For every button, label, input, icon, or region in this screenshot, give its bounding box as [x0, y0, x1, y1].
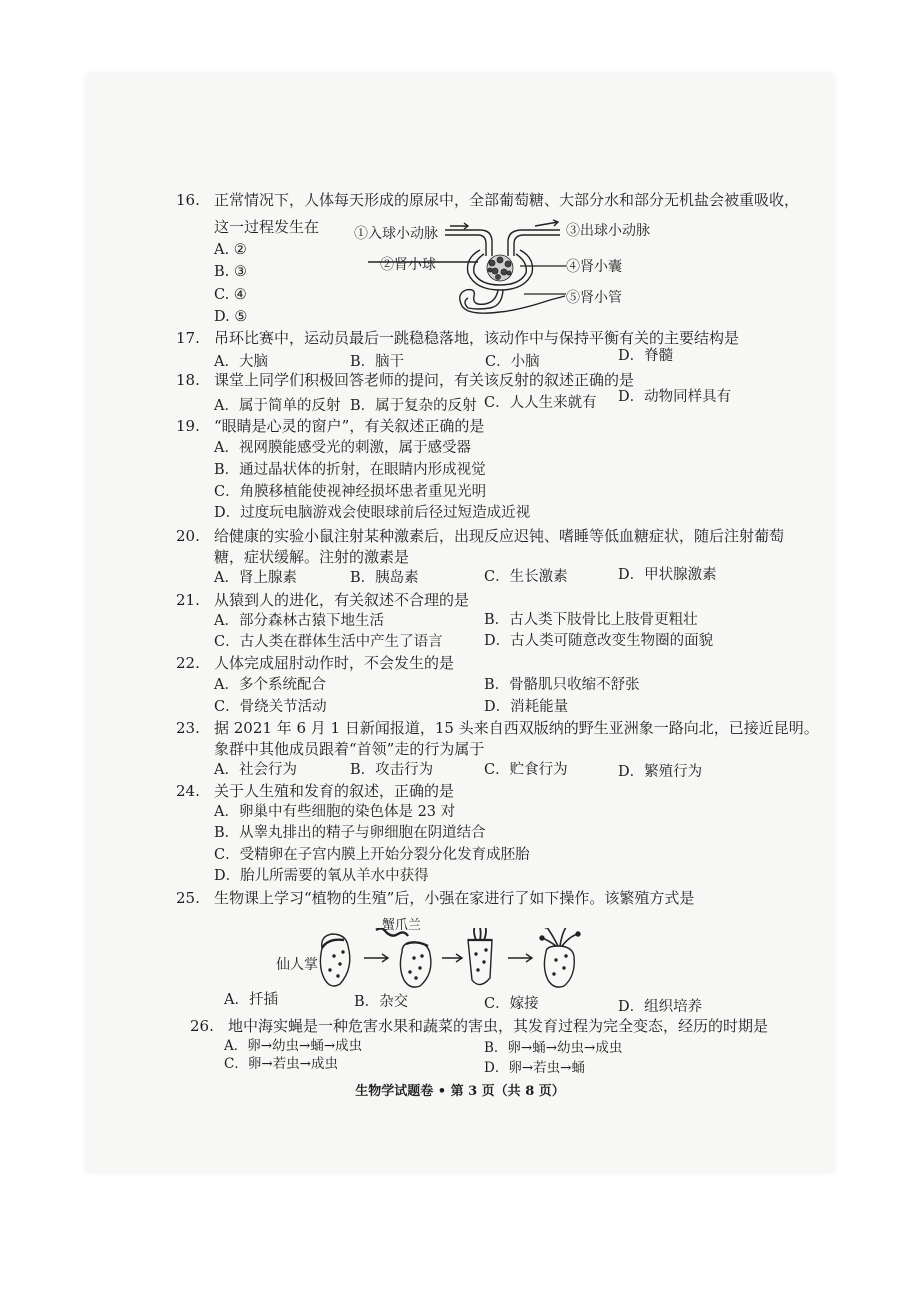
option-c: C．卵→若虫→成虫 — [224, 1056, 338, 1072]
question-number: 22. — [176, 654, 200, 672]
grafting-diagram — [310, 928, 610, 994]
question-16 — [176, 190, 799, 210]
question-text-line2: 象群中其他成员跟着“首领”走的行为属于 — [214, 740, 485, 758]
option-b: B．通过晶状体的折射，在眼睛内形成视觉 — [214, 462, 486, 478]
question-number: 20. — [176, 527, 200, 545]
label-bowman-capsule: ④肾小囊 — [566, 259, 622, 275]
option-c: C．人人生来就有 — [484, 395, 597, 411]
arrow-icon — [508, 954, 532, 962]
option-a: A．视网膜能感受光的刺激，属于感受器 — [214, 440, 471, 456]
option-c: C．角膜移植能使视神经损坏患者重见光明 — [214, 484, 487, 500]
question-21 — [176, 590, 469, 610]
question-text: 给健康的实验小鼠注射某种激素后，出现反应迟钝、嗜睡等低血糖症状，随后注射葡萄 — [214, 527, 785, 545]
option-a: A．肾上腺素 — [214, 570, 297, 586]
option-b: B．属于复杂的反射 — [350, 398, 477, 414]
question-number: 16. — [176, 191, 200, 209]
option-a: A．卵巢中有些细胞的染色体是 23 对 — [214, 804, 456, 820]
arrow-icon — [535, 220, 558, 226]
question-text: 据 2021 年 6 月 1 日新闻报道，15 头来自西双版纳的野生亚洲象一路向北，已接近昆明。 — [214, 719, 819, 737]
question-text-line2: 糖，症状缓解。注射的激素是 — [214, 548, 410, 566]
label-crab-cactus: 蟹爪兰 — [382, 918, 422, 933]
question-19 — [176, 416, 484, 436]
afferent-arteriole — [445, 230, 492, 256]
question-text: 从猿到人的进化，有关叙述不合理的是 — [214, 591, 470, 609]
option-b: B．胰岛素 — [350, 570, 419, 586]
question-18 — [176, 370, 634, 390]
option-b: B．攻击行为 — [350, 762, 434, 778]
question-text: 课堂上同学们积极回答老师的提问，有关该反射的叙述正确的是 — [214, 371, 635, 389]
arrow-icon — [364, 954, 388, 962]
label-cactus: 仙人掌 — [276, 957, 318, 973]
option-b: B．脑干 — [350, 354, 405, 370]
tubule-leader-lines — [520, 258, 570, 298]
question-text: “眼睛是心灵的窗户”，有关叙述正确的是 — [214, 417, 485, 435]
label-glomerulus: ②肾小球 — [380, 257, 436, 273]
option-a: A．卵→幼虫→蛹→成虫 — [224, 1038, 363, 1054]
page-footer: 生物学试题卷 • 第 3 页（共 8 页） — [355, 1084, 565, 1099]
label-afferent-arteriole: ①入球小动脉 — [354, 226, 438, 242]
option-c: C．骨绕关节活动 — [214, 699, 327, 715]
arrow-icon — [450, 223, 468, 229]
question-20 — [176, 526, 784, 546]
option-b: B．从睾丸排出的精子与卵细胞在阴道结合 — [214, 825, 486, 841]
label-tubule: ⑤肾小管 — [566, 290, 622, 306]
option-b: B．古人类下肢骨比上肢骨更粗壮 — [484, 612, 698, 628]
option-d: D．消耗能量 — [484, 699, 569, 715]
option-c: C．受精卵在子宫内膜上开始分裂分化发育成胚胎 — [214, 847, 530, 863]
scion — [376, 928, 408, 936]
option-c: C．生长激素 — [484, 569, 568, 585]
option-a: A．大脑 — [214, 354, 268, 370]
option-c: C. ④ — [214, 287, 247, 303]
option-d: D．繁殖行为 — [618, 764, 703, 780]
option-b: B．卵→蛹→幼虫→成虫 — [484, 1040, 623, 1056]
option-c: C．嫁接 — [484, 996, 539, 1012]
cactus-stage-1 — [320, 934, 349, 986]
question-text: 人体完成屈肘动作时，不会发生的是 — [214, 654, 455, 672]
cactus-stage-3 — [468, 928, 492, 985]
option-d: D．过度玩电脑游戏会使眼球前后径过短造成近视 — [214, 505, 531, 521]
option-a: A．扦插 — [224, 992, 278, 1008]
option-c: C．贮食行为 — [484, 762, 568, 778]
label-efferent-arteriole: ③出球小动脉 — [566, 223, 650, 239]
question-26 — [190, 1016, 768, 1036]
question-text: 关于人生殖和发育的叙述，正确的是 — [214, 782, 455, 800]
question-number: 19. — [176, 417, 200, 435]
option-d: D．胎儿所需要的氧从羊水中获得 — [214, 868, 429, 884]
question-text: 生物课上学习“植物的生殖”后，小强在家进行了如下操作。该繁殖方式是 — [214, 889, 695, 907]
efferent-arteriole — [508, 230, 560, 256]
option-a: A．社会行为 — [214, 762, 297, 778]
option-b: B. ③ — [214, 264, 247, 280]
question-17 — [176, 328, 739, 348]
question-number: 24. — [176, 782, 200, 800]
question-number: 18. — [176, 371, 200, 389]
option-d: D．动物同样具有 — [618, 389, 732, 405]
question-number: 26. — [190, 1017, 214, 1035]
option-c: C．小脑 — [485, 354, 540, 370]
option-b: B．杂交 — [354, 994, 409, 1010]
option-c: C．古人类在群体生活中产生了语言 — [214, 634, 443, 650]
cactus-stage-4 — [540, 928, 580, 987]
option-a: A．属于简单的反射 — [214, 398, 341, 414]
question-25 — [176, 888, 694, 908]
question-23 — [176, 718, 819, 738]
question-number: 25. — [176, 889, 200, 907]
question-number: 21. — [176, 591, 200, 609]
question-number: 17. — [176, 329, 200, 347]
glomerulus — [487, 255, 513, 281]
question-text: 地中海实蝇是一种危害水果和蔬菜的害虫，其发育过程为完全变态，经历的时期是 — [228, 1017, 769, 1035]
option-d: D．组织培养 — [618, 999, 703, 1015]
question-text-line2: 这一过程发生在 — [214, 218, 320, 236]
option-a: A．多个系统配合 — [214, 677, 326, 693]
question-24 — [176, 781, 454, 801]
question-text: 吊环比赛中，运动员最后一跳稳稳落地，该动作中与保持平衡有关的主要结构是 — [214, 329, 740, 347]
question-number: 23. — [176, 719, 200, 737]
arrow-icon — [442, 954, 462, 962]
question-text: 正常情况下，人体每天形成的原尿中，全部葡萄糖、大部分水和部分无机盐会被重吸收， — [214, 191, 800, 209]
option-d: D．卵→若虫→蛹 — [484, 1060, 585, 1076]
question-22 — [176, 653, 454, 673]
option-d: D．脊髓 — [618, 348, 674, 364]
option-d: D. ⑤ — [214, 309, 248, 325]
option-d: D．古人类可随意改变生物圈的面貌 — [484, 633, 714, 649]
option-d: D．甲状腺激素 — [618, 567, 717, 583]
option-a: A．部分森林古猿下地生活 — [214, 613, 384, 629]
option-a: A. ② — [214, 242, 247, 258]
option-b: B．骨骼肌只收缩不舒张 — [484, 677, 640, 693]
